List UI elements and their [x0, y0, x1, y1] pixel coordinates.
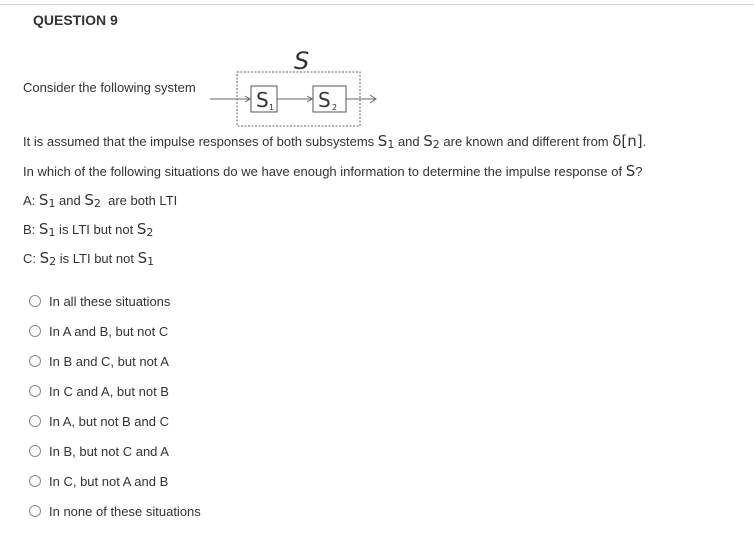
statement-text — [23, 132, 646, 151]
delta-symbol: δ[n] — [612, 132, 643, 150]
option-label[interactable]: In all these situations — [49, 293, 171, 309]
option-b-only[interactable] — [29, 436, 201, 466]
case-c-sym-2: $S_1$ — [137, 249, 155, 268]
system-diagram — [210, 44, 390, 134]
option-label[interactable]: In A and B, but not C — [49, 323, 169, 339]
diagram-block-1-label: S — [256, 88, 269, 112]
option-a-and-b[interactable] — [29, 316, 201, 346]
case-a-prefix: A: — [23, 193, 39, 208]
option-none[interactable] — [29, 496, 201, 526]
statement-mid: and — [394, 134, 424, 149]
option-label[interactable]: In C and A, but not B — [49, 383, 169, 399]
diagram-block-2-sub: 2 — [332, 103, 338, 112]
case-b-sym-2: $S_2$ — [136, 220, 154, 239]
top-divider — [0, 4, 754, 5]
case-b-prefix: B: — [23, 222, 39, 237]
case-a — [23, 191, 177, 210]
statement-end: . — [642, 134, 647, 149]
radio-button[interactable] — [29, 415, 41, 427]
option-all[interactable] — [29, 286, 201, 316]
radio-button[interactable] — [29, 295, 41, 307]
option-a-only[interactable] — [29, 406, 201, 436]
prompt-end: ? — [635, 164, 643, 179]
prompt-sym: S — [625, 162, 636, 180]
case-c-prefix: C: — [23, 251, 40, 266]
statement-sym-2: $S_2$ — [423, 132, 440, 151]
statement-post: are known and different from — [439, 134, 613, 149]
case-a-mid: and — [55, 193, 85, 208]
statement-pre: It is assumed that the impulse responses of both subsystems — [23, 134, 378, 149]
option-label[interactable]: In B, but not C and A — [49, 443, 169, 459]
radio-button[interactable] — [29, 355, 41, 367]
case-c-mid: is LTI but not — [56, 251, 138, 266]
option-c-only[interactable] — [29, 466, 201, 496]
option-c-and-a[interactable] — [29, 376, 201, 406]
radio-button[interactable] — [29, 505, 41, 517]
case-b-sym-1: $S_1$ — [38, 220, 56, 239]
radio-button[interactable] — [29, 445, 41, 457]
case-b — [23, 220, 153, 239]
question-title: QUESTION 9 — [33, 12, 118, 28]
intro-text: Consider the following system — [23, 80, 196, 95]
case-b-mid: is LTI but not — [55, 222, 137, 237]
option-b-and-c[interactable] — [29, 346, 201, 376]
answer-options — [29, 286, 201, 526]
prompt-text — [23, 162, 642, 180]
case-c-sym-1: $S_2$ — [39, 249, 57, 268]
diagram-block-2-label: S — [318, 88, 331, 112]
case-a-sym-2: $S_2$ — [84, 191, 101, 210]
case-a-post: are both LTI — [100, 193, 178, 208]
prompt-pre: In which of the following situations do we have enough information to determine the impulse response of — [23, 164, 626, 179]
radio-button[interactable] — [29, 325, 41, 337]
diagram-block-1-sub: 1 — [269, 103, 275, 112]
option-label[interactable]: In C, but not A and B — [49, 473, 169, 489]
case-a-sym-1: $S_1$ — [38, 191, 56, 210]
radio-button[interactable] — [29, 385, 41, 397]
option-label[interactable]: In A, but not B and C — [49, 413, 169, 429]
diagram-outer-label: S — [294, 47, 310, 75]
statement-sym-1: $S_1$ — [377, 132, 395, 151]
radio-button[interactable] — [29, 475, 41, 487]
option-label[interactable]: In none of these situations — [49, 503, 201, 519]
case-c — [23, 249, 154, 268]
option-label[interactable]: In B and C, but not A — [49, 353, 169, 369]
